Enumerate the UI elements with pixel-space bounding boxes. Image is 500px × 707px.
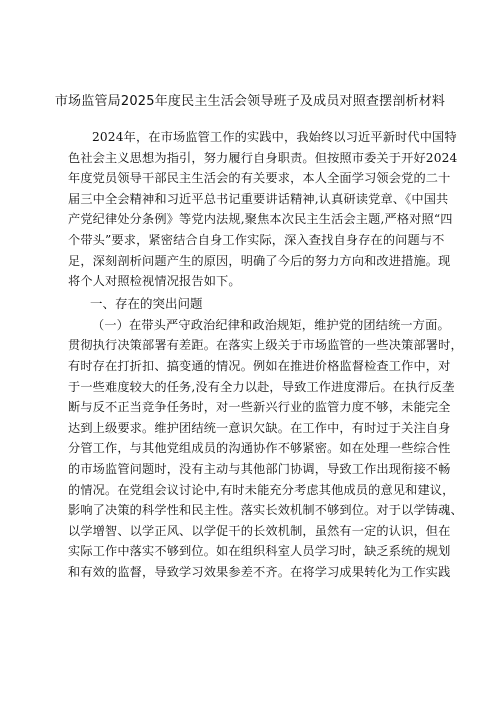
- section-line: 有时存在打折扣、搞变通的情况。例如在推进价格监督检查工作中，对: [68, 358, 451, 373]
- intro-line: 足，深刻剖析问题产生的原因，明确了今后的努力方向和改进措施。现: [68, 253, 451, 268]
- section-heading: 一、存在的突出问题: [90, 295, 203, 311]
- section-line: 的情况。在党组会议讨论中,有时未能充分考虑其他成员的意见和建议，: [68, 482, 455, 497]
- document-title: 市场监管局2025年度民主生活会领导班子及成员对照查摆剖析材料: [54, 94, 446, 109]
- section-line: 达到上级要求。维护团结统一意识欠缺。在工作中，有时过于关注自身: [68, 420, 451, 435]
- intro-line: 色社会主义思想为指引，努力履行自身职责。但按照市委关于开好2024: [68, 150, 458, 165]
- intro-line: 个带头”要求，紧密结合自身工作实际，深入查找自身存在的问题与不: [68, 232, 445, 247]
- intro-line: 2024年，在市场监管工作的实践中，我始终以习近平新时代中国特: [92, 130, 457, 144]
- section-line: 的市场监管问题时，没有主动与其他部门协调，导致工作出现衔接不畅: [68, 461, 451, 476]
- section-line: 分管工作，与其他党组成员的沟通协作不够紧密。如在处理一些综合性: [68, 441, 451, 456]
- intro-line: 届三中全会精神和习近平总书记重要讲话精神,认真研读党章、《中国共: [68, 191, 449, 206]
- intro-line: 产党纪律处分条例》等党内法规,聚焦本次民主生活会主题,严格对照“四: [68, 212, 453, 227]
- section-line: 贯彻执行决策部署有差距。在落实上级关于市场监管的一些决策部署时，: [68, 338, 463, 353]
- intro-line: 年度党员领导干部民主生活会的有关要求，本人全面学习领会党的二十: [68, 171, 451, 186]
- section-line: 断与反不正当竞争任务时，对一些新兴行业的监管力度不够，未能完全: [68, 400, 451, 415]
- section-line: 以学增智、以学正风、以学促干的长效机制，虽然有一定的认识，但在: [68, 523, 451, 538]
- section-line: 于一些难度较大的任务,没有全力以赴，导致工作进度滞后。在执行反垄: [68, 379, 455, 394]
- section-line: 实际工作中落实不够到位。如在组织科室人员学习时，缺乏系统的规划: [68, 544, 451, 559]
- document-body: [68, 127, 464, 582]
- section-line: 和有效的监督，导致学习效果参差不齐。在将学习成果转化为工作实践: [68, 564, 451, 579]
- intro-line: 将个人对照检视情况报告如下。: [68, 274, 241, 289]
- section-line: （一）在带头严守政治纪律和政治规矩，维护党的团结统一方面。: [92, 317, 450, 332]
- section-line: 影响了决策的科学性和民主性。落实长效机制不够到位。对于以学铸魂、: [68, 503, 463, 518]
